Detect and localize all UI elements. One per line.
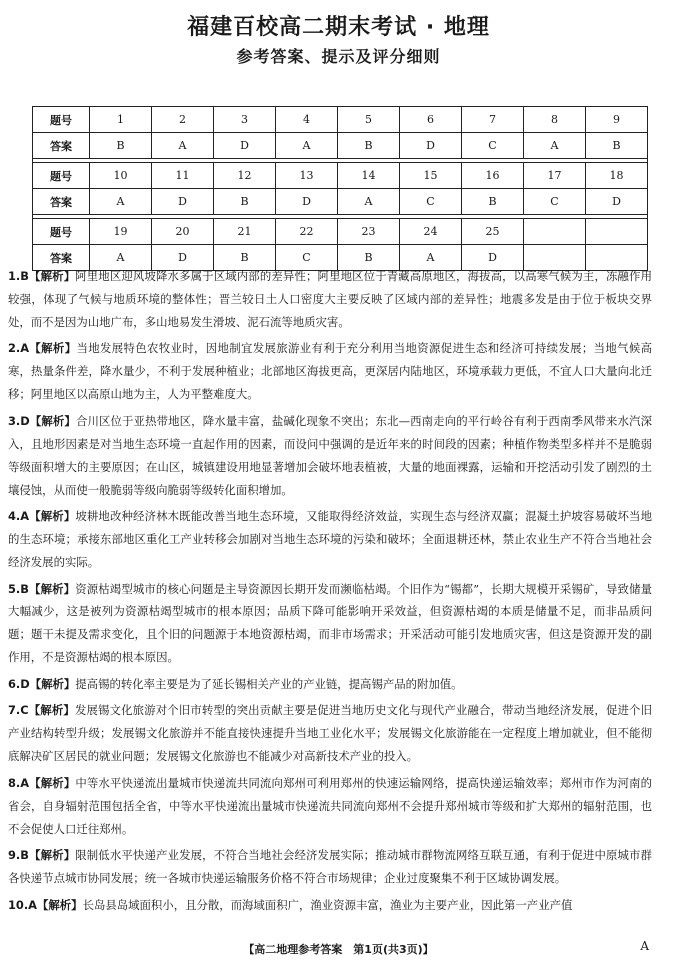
question-number-cell: 4 (276, 107, 338, 133)
explanation-item (8, 772, 652, 841)
answer-cell: D (276, 189, 338, 215)
question-number-cell: 25 (462, 219, 524, 245)
explanations (8, 265, 652, 920)
question-number-cell: 20 (152, 219, 214, 245)
explanation-item (8, 844, 652, 890)
answer-cell: A (90, 189, 152, 215)
answer-cell: A (400, 245, 462, 271)
answer-cell: B (586, 133, 648, 159)
answer-cell: A (524, 133, 586, 159)
answer-cell: B (214, 245, 276, 271)
answer-key-tag: 6.D【解析】 (8, 676, 76, 691)
answer-cell: C (400, 189, 462, 215)
explanation-text: 当地发展特色农牧业时，因地制宜发展旅游业有利于充分利用当地资源促进生态和经济可持续发展；当地气候高寒，热量条件差，降水量少，不利于发展种植业；北部地区海拔更高，更深居内陆地区，环境承载力更低，不宜人口大量向北迁移；阿里地区以高原山地为主，人为平整难度大。 (8, 341, 652, 402)
footer-text: 【高二地理参考答案 第1页(共3页)】 (243, 943, 434, 956)
explanation-item (8, 337, 652, 406)
question-number-cell (524, 219, 586, 245)
answer-cell: B (338, 133, 400, 159)
answer-key-tag: 4.A【解析】 (8, 509, 76, 524)
explanation-item (8, 673, 652, 696)
question-number-cell: 18 (586, 163, 648, 189)
answer-cell: D (586, 189, 648, 215)
answer-key-tag: 1.B【解析】 (8, 269, 76, 283)
answer-key-tag: 2.A【解析】 (8, 341, 77, 356)
explanation-item (8, 894, 652, 917)
page-title: 福建百校高二期末考试 · 地理 (187, 15, 490, 40)
explanation-text: 长岛县岛域面积小，且分散，而海域面积广，渔业资源丰富，渔业为主要产业，因此第一产业产值 (82, 897, 573, 912)
question-number-cell: 3 (214, 107, 276, 133)
question-number-cell: 19 (90, 219, 152, 245)
answer-row (33, 189, 648, 215)
explanation-item (8, 699, 652, 768)
answer-cell: D (400, 133, 462, 159)
answer-cell: A (90, 245, 152, 271)
question-number-cell: 1 (90, 107, 152, 133)
question-number-cell: 15 (400, 163, 462, 189)
answer-key-tag: 5.B【解析】 (8, 581, 76, 596)
answer-key-tag: 8.A【解析】 (8, 775, 76, 790)
answer-key-tag: 9.B【解析】 (8, 848, 76, 863)
answer-label: 答案 (33, 245, 90, 271)
question-number-label: 题号 (33, 219, 90, 245)
question-number-cell: 14 (338, 163, 400, 189)
explanation-text: 限制低水平快递产业发展，不符合当地社会经济发展实际；推动城市群物流网络互联互通，有利于促进中原城市群各快递节点城市协同发展；统一各城市快递运输服务价格不符合市场规律；企业过度聚集不利于区域协调发展。 (8, 848, 652, 886)
explanation-item (8, 505, 652, 574)
answer-cell: A (276, 133, 338, 159)
answer-cell: B (214, 189, 276, 215)
explanation-text: 坡耕地改种经济林木既能改善当地生态环境，又能取得经济效益，实现生态与经济双赢；混凝土护坡容易破坏当地的生态环境；承接东部地区重化工产业转移会加剧对当地生态环境的污染和破坏；全面退耕还林，禁止农业生产不符合当地社会经济发展的实际。 (8, 509, 652, 569)
explanation-text: 合川区位于亚热带地区，降水量丰富，盐碱化现象不突出；东北—西南走向的平行岭谷有利于西南季风带来水汽深入，且地形因素是对当地生态环境一直起作用的因素，而设问中强调的是近年来的时间段的因素；种植作物类型多样并不是脆弱等级面积增大的主要原因；在山区，城镇建设用地显著增加会破坏地表植被，大量的地面裸露，运输和开挖活动引发了剧烈的土壤侵蚀，从而使一般脆弱等级向脆弱等级转化面积增加。 (8, 413, 652, 497)
answer-cell: B (462, 189, 524, 215)
question-number-label: 题号 (33, 163, 90, 189)
question-number-cell: 10 (90, 163, 152, 189)
question-number-cell (586, 219, 648, 245)
question-number-cell: 8 (524, 107, 586, 133)
explanation-text: 发展锡文化旅游对个旧市转型的突出贡献主要是促进当地历史文化与现代产业融合，带动当地经济发展，促进个旧产业结构转型升级；发展锡文化旅游并不能直接快速提升当地工业化水平；发展锡文化旅游能在一定程度上增加就业，但不能彻底解决矿区居民的就业问题；发展锡文化旅游也不能减少对高新技术产业的投入。 (8, 703, 652, 764)
explanation-item (8, 410, 652, 502)
answer-cell: A (338, 189, 400, 215)
question-number-cell: 21 (214, 219, 276, 245)
explanation-text: 提高锡的转化率主要是为了延长锡相关产业的产业链，提高锡产品的附加值。 (75, 676, 463, 691)
answer-cell: B (338, 245, 400, 271)
explanation-text: 中等水平快递流出量城市快递流共同流向郑州可利用郑州的快速运输网络，提高快递运输效率；郑州市作为河南的省会，自身辐射范围包括全省，中等水平快递流出量城市快递流共同流向郑州不会提升郑州城市等级和扩大郑州的辐射范围，也不会促使人口迁往郑州。 (8, 775, 652, 836)
answer-cell: C (276, 245, 338, 271)
question-number-row (33, 163, 648, 189)
answer-label: 答案 (33, 133, 90, 159)
question-number-cell: 5 (338, 107, 400, 133)
answer-row (33, 133, 648, 159)
question-number-cell: 6 (400, 107, 462, 133)
question-number-cell: 17 (524, 163, 586, 189)
question-number-label: 题号 (33, 107, 90, 133)
question-number-cell: 24 (400, 219, 462, 245)
question-number-cell: 9 (586, 107, 648, 133)
question-number-cell: 16 (462, 163, 524, 189)
question-number-cell: 11 (152, 163, 214, 189)
question-number-cell: 12 (214, 163, 276, 189)
answer-cell: B (90, 133, 152, 159)
answer-key-tag: 7.C【解析】 (8, 703, 75, 718)
answer-key-tag: 3.D【解析】 (8, 413, 76, 428)
answer-cell: C (524, 189, 586, 215)
answer-cell: D (152, 245, 214, 271)
answer-cell: D (462, 245, 524, 271)
paper-version-letter: A (640, 939, 649, 953)
question-number-cell: 13 (276, 163, 338, 189)
page-subtitle: 参考答案、提示及评分细则 (236, 47, 441, 66)
explanation-item (8, 578, 652, 670)
question-number-cell: 2 (152, 107, 214, 133)
question-number-cell: 23 (338, 219, 400, 245)
explanation-text: 资源枯竭型城市的核心问题是主导资源因长期开发而濒临枯竭。个旧作为“锡都”，长期大规模开采锡矿，导致储量大幅减少，这是被列为资源枯竭型城市的根本原因；品质下降可能影响开采效益，但资源枯竭的本质是储量不足，而非品质问题；题干未提及需求变化，且个旧的问题源于本地资源枯竭，而非市场需求；开采活动可能引发地质灾害，但这是资源开发的副作用，不是资源枯竭的根本原因。 (8, 581, 652, 665)
answer-table (32, 106, 648, 271)
answer-cell: D (152, 189, 214, 215)
answer-cell: A (152, 133, 214, 159)
answer-label: 答案 (33, 189, 90, 215)
question-number-row (33, 107, 648, 133)
answer-key-tag: 10.A【解析】 (8, 897, 83, 912)
answer-cell: C (462, 133, 524, 159)
page-footer (0, 941, 677, 957)
question-number-cell: 22 (276, 219, 338, 245)
explanation-item (8, 265, 652, 334)
explanation-text: 阿里地区迎风坡降水多属于区域内部的差异性；阿里地区位于青藏高原地区，海拔高，以高寒气候为主，冻融作用较强，体现了气候与地质环境的整体性；晋兰较日土人口密度大主要反映了区域内部的差异性；地震多发是由于位于板块交界处，而不是因为山地广布，多山地易发生滑坡、泥石流等地质灾害。 (8, 269, 652, 329)
question-number-cell: 7 (462, 107, 524, 133)
question-number-row (33, 219, 648, 245)
answer-cell: D (214, 133, 276, 159)
